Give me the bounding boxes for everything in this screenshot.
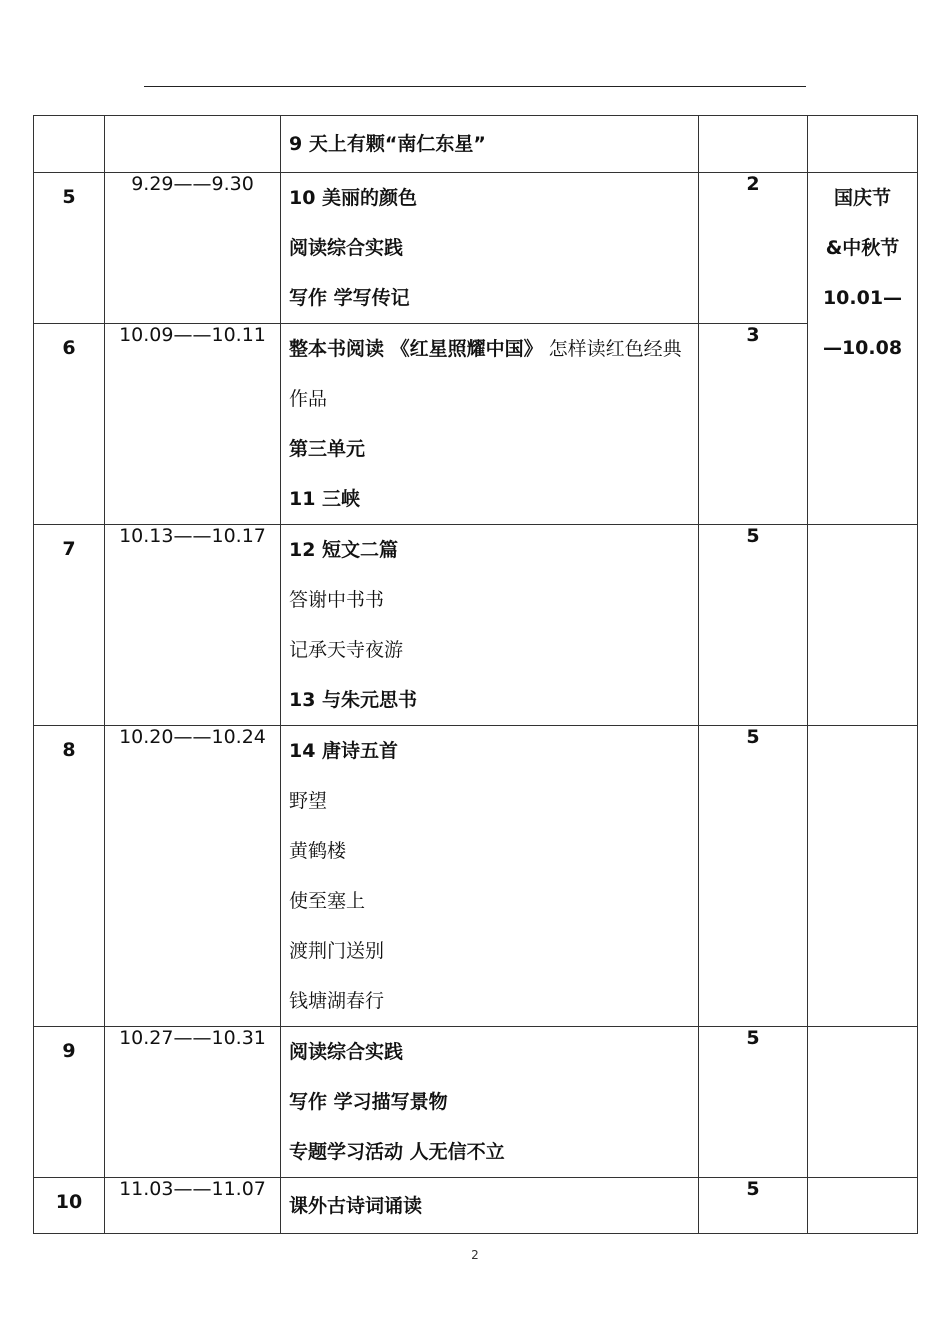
content-cell — [281, 1027, 699, 1178]
date-cell: 10.09——10.11 — [105, 324, 281, 525]
content-line: 9 天上有颗“南仁东星” — [289, 133, 486, 155]
content-line: 写作 学习描写景物 — [289, 1091, 448, 1113]
content-line: 记承天寺夜游 — [289, 639, 404, 661]
content-line: 专题学习活动 人无信不立 — [289, 1141, 505, 1163]
content-cell — [281, 324, 699, 525]
week-cell: 9 — [34, 1027, 105, 1178]
content-line: 答谢中书书 — [289, 589, 385, 611]
content-cell — [281, 173, 699, 324]
note-cell — [808, 1027, 918, 1178]
date-cell: 10.20——10.24 — [105, 726, 281, 1027]
hours-cell: 5 — [699, 1178, 808, 1234]
content-line: 12 短文二篇 — [289, 539, 399, 561]
content-line: 第三单元 — [289, 438, 366, 460]
date-cell: 10.13——10.17 — [105, 525, 281, 726]
table-row — [34, 525, 918, 726]
date-cell — [105, 116, 281, 173]
hours-cell: 2 — [699, 173, 808, 324]
week-cell: 7 — [34, 525, 105, 726]
book-title: 整本书阅读 《红星照耀中国》 — [289, 338, 543, 360]
content-line: 14 唐诗五首 — [289, 740, 399, 762]
content-cell — [281, 116, 699, 173]
date-cell: 10.27——10.31 — [105, 1027, 281, 1178]
week-cell — [34, 116, 105, 173]
content-cell — [281, 525, 699, 726]
table-row — [34, 726, 918, 1027]
content-line: 13 与朱元思书 — [289, 689, 418, 711]
week-cell: 8 — [34, 726, 105, 1027]
table-row — [34, 1027, 918, 1178]
content-line: 11 三峡 — [289, 488, 361, 510]
note-cell — [808, 726, 918, 1027]
content-line: 阅读综合实践 — [289, 237, 404, 259]
content-line: 黄鹤楼 — [289, 840, 347, 862]
content-line — [289, 324, 690, 374]
content-line: 野望 — [289, 790, 328, 812]
table-row — [34, 173, 918, 324]
week-cell: 10 — [34, 1178, 105, 1234]
hours-cell: 3 — [699, 324, 808, 525]
hours-cell: 5 — [699, 525, 808, 726]
content-line: 渡荆门送别 — [289, 940, 385, 962]
schedule-table — [33, 115, 918, 1234]
week-cell: 5 — [34, 173, 105, 324]
content-cell — [281, 726, 699, 1027]
table-row — [34, 116, 918, 173]
content-line: 阅读综合实践 — [289, 1041, 404, 1063]
content-line: 10 美丽的颜色 — [289, 187, 418, 209]
date-cell: 9.29——9.30 — [105, 173, 281, 324]
holiday-note-line: —10.08 — [822, 337, 903, 359]
header-rule — [144, 86, 806, 87]
content-line: 使至塞上 — [289, 890, 366, 912]
hours-cell — [699, 116, 808, 173]
hours-cell: 5 — [699, 1027, 808, 1178]
note-cell — [808, 525, 918, 726]
table-row — [34, 1178, 918, 1234]
holiday-note-cell — [808, 173, 918, 525]
week-cell: 6 — [34, 324, 105, 525]
table-row — [34, 324, 918, 525]
hours-cell: 5 — [699, 726, 808, 1027]
note-cell — [808, 1178, 918, 1234]
content-cell — [281, 1178, 699, 1234]
book-topic: 怎样读红色经典 — [542, 338, 682, 360]
holiday-note-line: &中秋节 — [825, 237, 900, 259]
note-cell — [808, 116, 918, 173]
holiday-note-line: 10.01— — [822, 287, 903, 309]
date-cell: 11.03——11.07 — [105, 1178, 281, 1234]
content-line: 写作 学写传记 — [289, 287, 410, 309]
holiday-note-line: 国庆节 — [833, 187, 891, 209]
page-number: 2 — [471, 1248, 479, 1262]
content-line: 钱塘湖春行 — [289, 990, 385, 1012]
content-line: 作品 — [289, 388, 328, 410]
content-line: 课外古诗词诵读 — [289, 1194, 423, 1217]
